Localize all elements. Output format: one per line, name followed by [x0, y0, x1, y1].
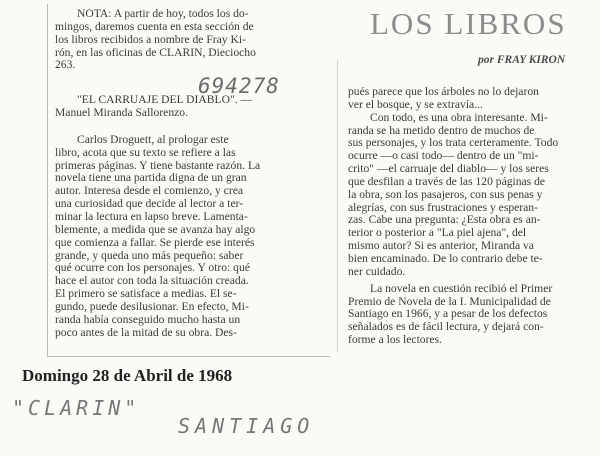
text-line: ner cuidado.	[348, 264, 406, 278]
text-line: NOTA: A partir de hoy, todos los do-	[77, 7, 249, 20]
review-paragraph	[348, 283, 586, 347]
text-line: señalados es de fácil lectura, y dejará con-	[348, 320, 544, 334]
text-line: zas. Cabe una pregunta: ¿Esta obra es an-	[348, 213, 541, 227]
text-line: randa se ha metido dentro de muchos de	[348, 123, 535, 137]
text-line: hace el autor con toda la situación creada.	[55, 274, 249, 288]
text-line: sus personajes, y los trata certeramente. Todo	[348, 136, 559, 150]
left-column	[55, 8, 323, 339]
text-line: rón, en las oficinas de CLARIN, Dieciocho	[55, 45, 256, 59]
text-line: forme a los lectores.	[348, 333, 443, 347]
text-line: randa había conseguido mucho hasta un	[55, 312, 241, 326]
handwritten-city: SANTIAGO	[178, 414, 315, 438]
text-line: Con todo, es una obra interesante. Mi-	[370, 110, 548, 124]
text-line: mismo autor? Si es anterior, Miranda va	[348, 239, 534, 253]
text-line: pués parece que los árboles no lo dejaron	[348, 85, 539, 98]
text-line: blemente, a medida que se avanza hay algo	[55, 222, 256, 236]
nota-paragraph	[55, 8, 323, 72]
text-line: gundo, puede desilusionar. En efecto, Mi-	[55, 299, 249, 313]
review-body	[55, 134, 323, 340]
text-line: que desfilan a través de las 120 páginas de	[348, 174, 546, 188]
book-author: Manuel Miranda Sallorenzo.	[55, 106, 188, 120]
clipping-bottom-border	[47, 356, 330, 357]
text-line: la obra, son los pasajeros, con sus penas y	[348, 187, 543, 201]
publication-date: Domingo 28 de Abril de 1968	[22, 366, 233, 385]
text-line: los libros recibidos a nombre de Fray Ki-	[55, 32, 246, 46]
text-line: alegrías, con sus frustraciones y esperan-	[348, 200, 538, 214]
byline: por FRAY KIRON	[478, 54, 566, 66]
handwritten-newspaper-name: "CLARIN"	[12, 396, 141, 420]
text-line: mingos, daremos cuenta en esta sección de	[55, 19, 254, 33]
review-paragraph	[348, 112, 586, 279]
section-title: LOS LIBROS	[370, 6, 567, 41]
review-paragraph	[348, 86, 586, 112]
text-line: bien encaminado. De lo contrario debe te-	[348, 251, 543, 265]
text-line: 263.	[55, 58, 76, 72]
text-line: Santiago en 1966, y a pesar de los defectos	[348, 307, 548, 321]
text-line: crito" —el carruaje del diablo— y los seres	[348, 162, 549, 176]
clipping-left-border	[47, 4, 48, 356]
text-line: que comienza a fallar. Se pierde ese interés	[55, 235, 255, 249]
right-column	[348, 86, 586, 347]
handwritten-clipping-number: 694278	[198, 74, 280, 98]
text-line: libro, acota que su texto se refiere a las	[55, 145, 236, 159]
text-line: novela tiene una partida digna de un gran	[55, 171, 247, 185]
text-line: una curiosidad que decide al lector a ter-	[55, 197, 244, 211]
text-line: ocurre —o casi todo— dentro de un "mi-	[348, 149, 539, 163]
text-line: terior o posterior a "La piel ajena", del	[348, 226, 527, 240]
text-line: ver el bosque, y se extravía...	[348, 97, 483, 111]
text-line: autor. Interesa desde el comienzo, y crea	[55, 184, 243, 198]
text-line: Premio de Novela de la I. Municipalidad de	[348, 294, 551, 308]
text-line: La novela en cuestión recibió el Primer	[370, 281, 553, 295]
text-line: poco antes de la mitad de su obra. Des-	[55, 325, 237, 339]
book-title: "EL CARRUAJE DEL DIABLO". —	[77, 93, 253, 107]
text-line: qué ocurre con los personajes. Y otro: qué	[55, 261, 250, 275]
text-line: Carlos Droguett, al prologar este	[77, 132, 229, 146]
column-divider	[337, 60, 338, 352]
text-line: minar la lectura en lapso breve. Lamenta-	[55, 209, 248, 223]
text-line: grande, y queda uno más pequeño: saber	[55, 248, 244, 262]
text-line: primeras páginas. Y tiene bastante razón. La	[55, 158, 261, 172]
text-line: El primero se satisface a medias. El se-	[55, 287, 237, 301]
